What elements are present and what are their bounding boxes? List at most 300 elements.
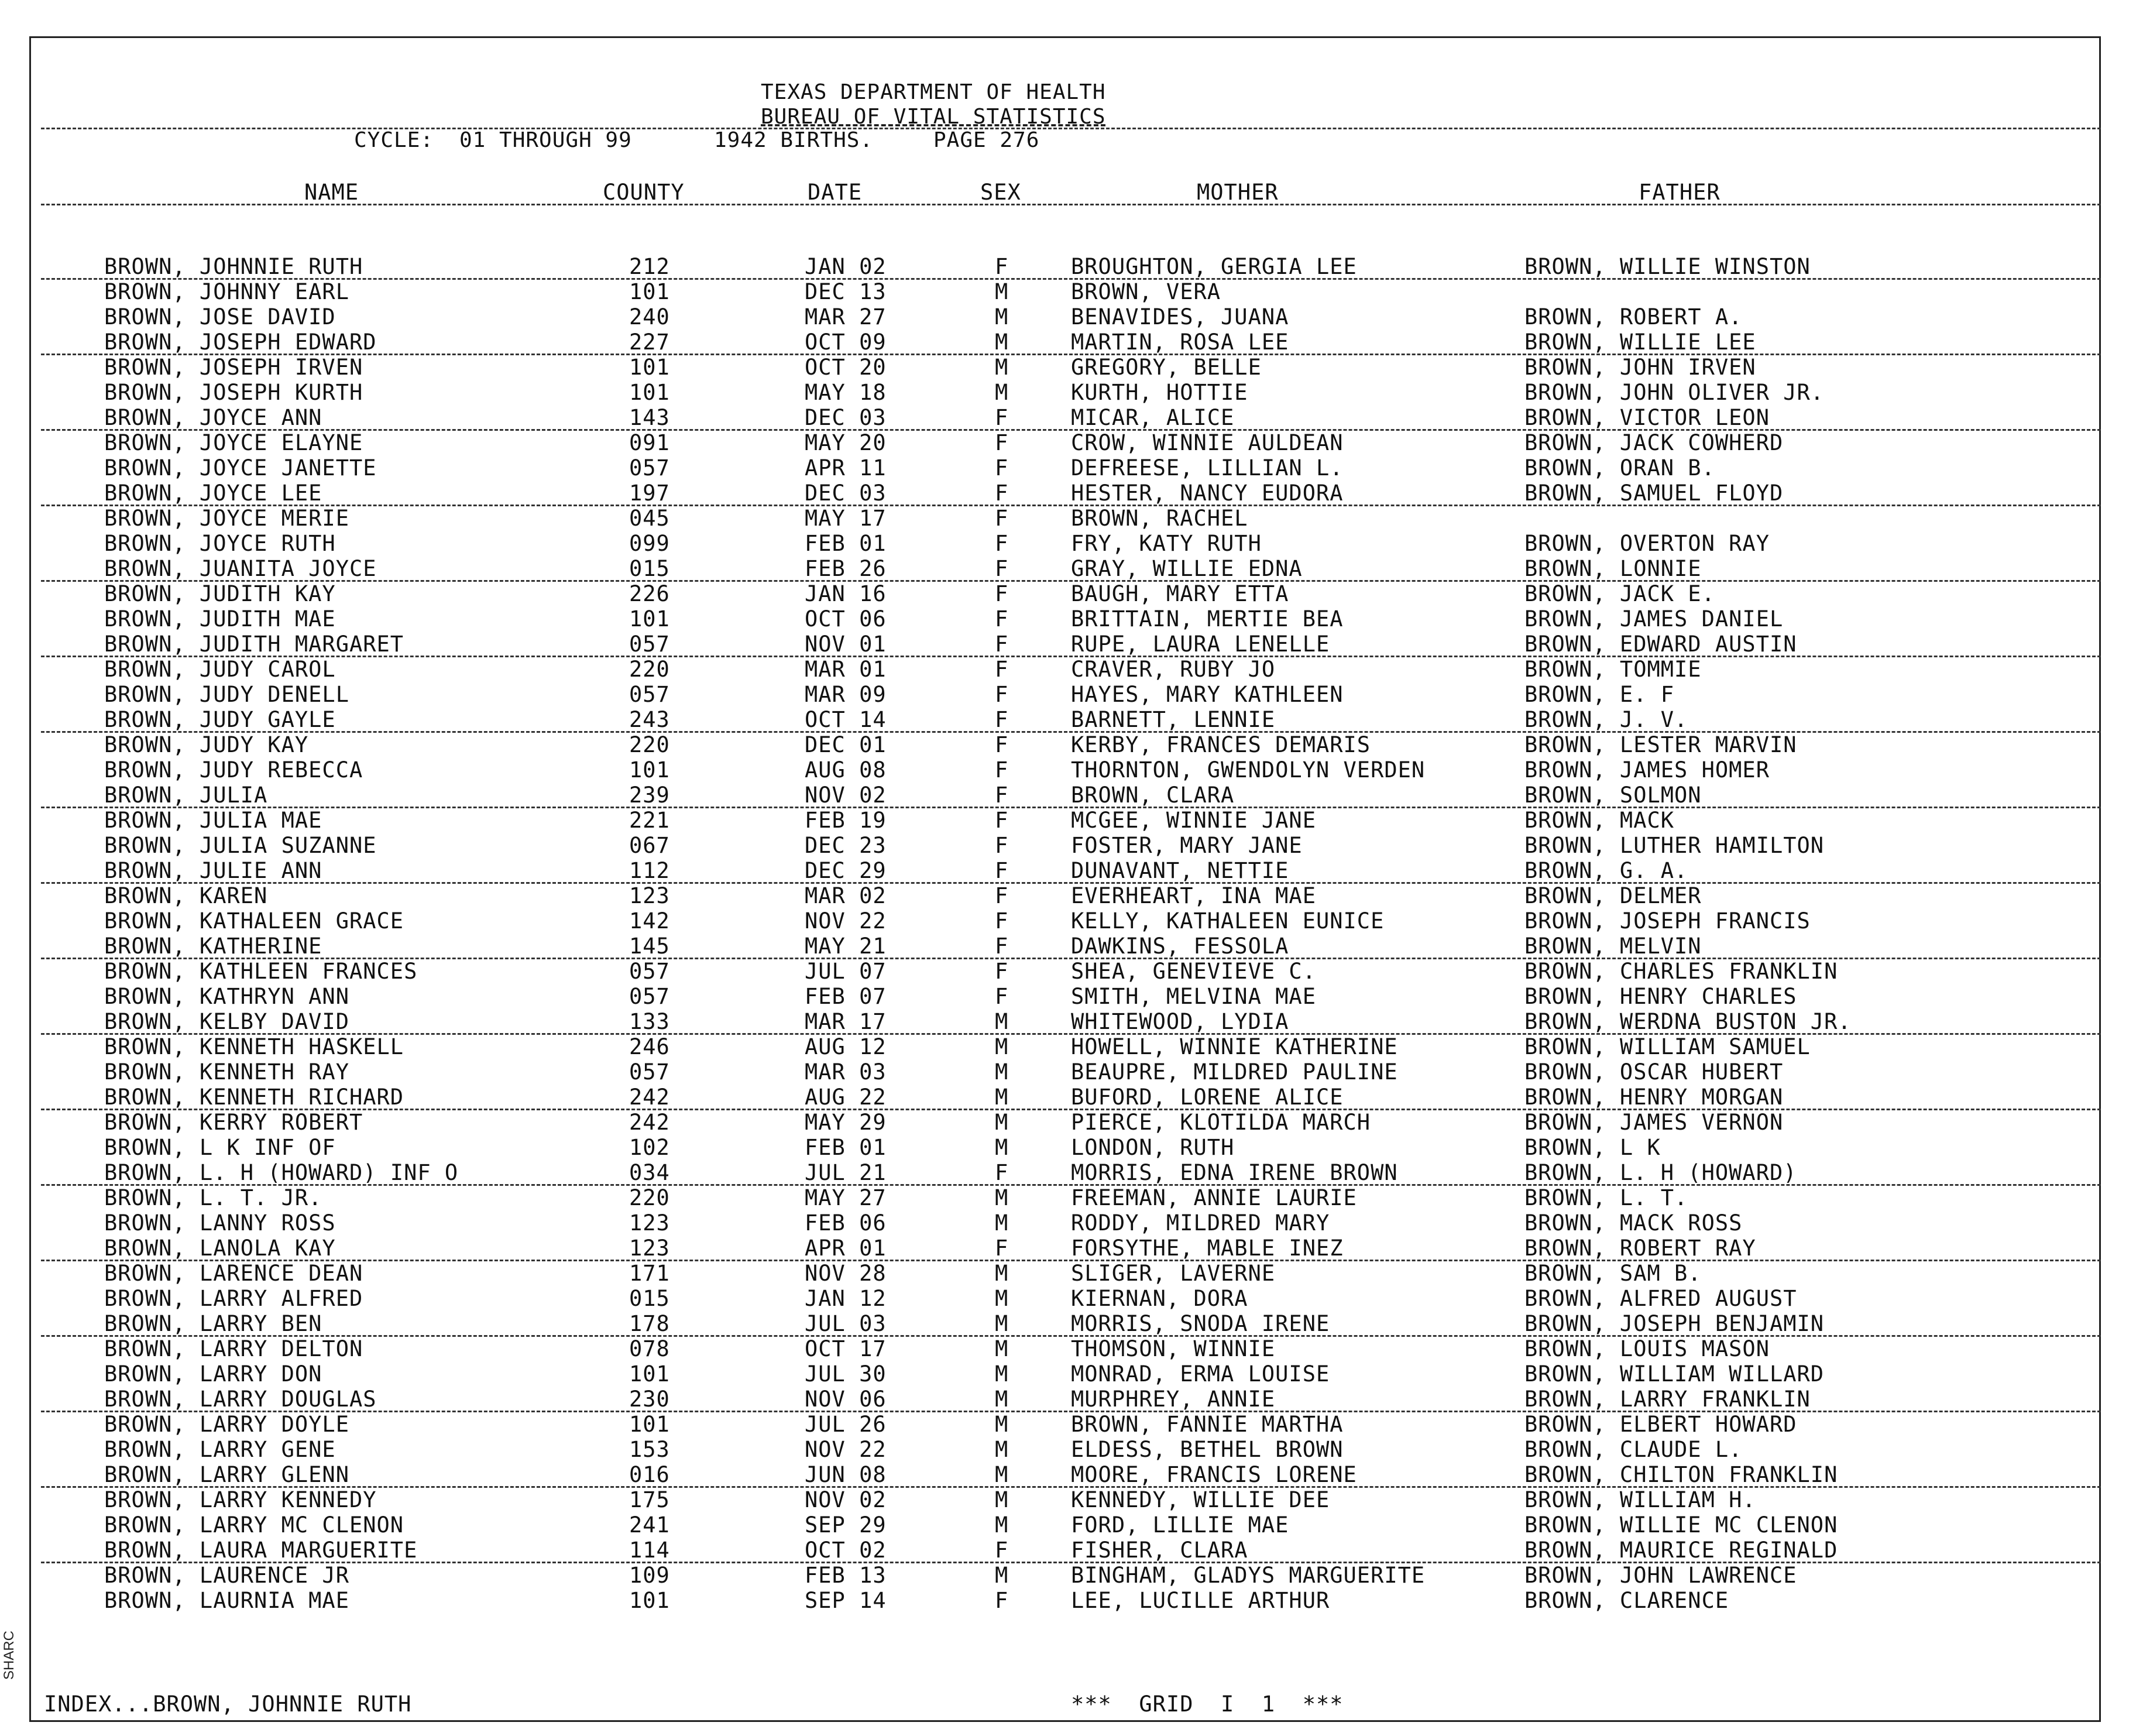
cell-name: BROWN, JOYCE MERIE bbox=[104, 506, 349, 531]
cell-sex: M bbox=[995, 1311, 1009, 1336]
cell-mother: BAUGH, MARY ETTA bbox=[1071, 581, 1289, 606]
cell-name: BROWN, LARRY GLENN bbox=[104, 1462, 349, 1487]
page-number: PAGE 276 bbox=[933, 128, 1040, 152]
cell-date: DEC 03 bbox=[805, 405, 887, 430]
cell-father: BROWN, CHILTON FRANKLIN bbox=[1524, 1462, 1838, 1487]
table-row bbox=[0, 432, 2136, 457]
cell-county: 015 bbox=[629, 556, 670, 581]
table-row bbox=[0, 482, 2136, 507]
cell-name: BROWN, LARRY KENNEDY bbox=[104, 1487, 377, 1512]
side-label: SHARC bbox=[1, 1630, 17, 1680]
cell-name: BROWN, JOYCE RUTH bbox=[104, 531, 336, 556]
cell-date: FEB 01 bbox=[805, 1135, 887, 1160]
cell-mother: LEE, LUCILLE ARTHUR bbox=[1071, 1588, 1330, 1613]
cell-name: BROWN, L. T. JR. bbox=[104, 1185, 322, 1210]
cell-father: BROWN, JOHN IRVEN bbox=[1524, 355, 1756, 380]
cell-date: FEB 06 bbox=[805, 1210, 887, 1236]
cell-date: APR 11 bbox=[805, 455, 887, 481]
cell-mother: BROWN, FANNIE MARTHA bbox=[1071, 1412, 1344, 1437]
column-header-date: DATE bbox=[808, 180, 863, 205]
cell-date: DEC 23 bbox=[805, 833, 887, 858]
cell-mother: BROWN, CLARA bbox=[1071, 783, 1235, 808]
table-row bbox=[0, 1162, 2136, 1187]
cell-sex: F bbox=[995, 984, 1009, 1009]
cell-sex: F bbox=[995, 934, 1009, 959]
cell-mother: ELDESS, BETHEL BROWN bbox=[1071, 1437, 1344, 1462]
table-row bbox=[0, 910, 2136, 935]
cell-date: OCT 14 bbox=[805, 707, 887, 732]
cell-county: 101 bbox=[629, 757, 670, 783]
cell-county: 246 bbox=[629, 1034, 670, 1059]
cell-father: BROWN, WILLIE LEE bbox=[1524, 330, 1756, 355]
cell-mother: BUFORD, LORENE ALICE bbox=[1071, 1085, 1344, 1110]
cell-father: BROWN, HENRY CHARLES bbox=[1524, 984, 1797, 1009]
cell-father: BROWN, CHARLES FRANKLIN bbox=[1524, 959, 1838, 984]
cell-name: BROWN, JULIE ANN bbox=[104, 858, 322, 883]
column-header-father: FATHER bbox=[1639, 180, 1721, 205]
table-row bbox=[0, 1061, 2136, 1086]
cell-county: 057 bbox=[629, 455, 670, 481]
cell-name: BROWN, JOSEPH EDWARD bbox=[104, 330, 377, 355]
cell-name: BROWN, JUANITA JOYCE bbox=[104, 556, 377, 581]
cell-county: 101 bbox=[629, 355, 670, 380]
table-row bbox=[0, 809, 2136, 835]
cell-county: 178 bbox=[629, 1311, 670, 1336]
cell-mother: BINGHAM, GLADYS MARGUERITE bbox=[1071, 1563, 1426, 1588]
cell-date: OCT 17 bbox=[805, 1336, 887, 1361]
cell-name: BROWN, LARRY DELTON bbox=[104, 1336, 363, 1361]
cell-name: BROWN, LARENCE DEAN bbox=[104, 1261, 363, 1286]
table-row bbox=[0, 1590, 2136, 1615]
cell-name: BROWN, LARRY DOUGLAS bbox=[104, 1387, 377, 1412]
cell-mother: KIERNAN, DORA bbox=[1071, 1286, 1248, 1311]
table-row bbox=[0, 835, 2136, 860]
cell-county: 112 bbox=[629, 858, 670, 883]
cell-date: AUG 22 bbox=[805, 1085, 887, 1110]
cell-sex: F bbox=[995, 1588, 1009, 1613]
cell-name: BROWN, JOHNNY EARL bbox=[104, 279, 349, 304]
table-row bbox=[0, 709, 2136, 734]
cell-date: DEC 01 bbox=[805, 732, 887, 757]
cell-date: NOV 22 bbox=[805, 908, 887, 934]
cell-sex: F bbox=[995, 757, 1009, 783]
cell-date: JUL 26 bbox=[805, 1412, 887, 1437]
cell-name: BROWN, LAURENCE JR bbox=[104, 1563, 349, 1588]
cell-date: MAR 17 bbox=[805, 1009, 887, 1034]
cell-mother: SMITH, MELVINA MAE bbox=[1071, 984, 1316, 1009]
table-row bbox=[0, 608, 2136, 633]
cell-name: BROWN, LANNY ROSS bbox=[104, 1210, 336, 1236]
cell-father: BROWN, JAMES HOMER bbox=[1524, 757, 1770, 783]
cell-mother: KENNEDY, WILLIE DEE bbox=[1071, 1487, 1330, 1512]
cell-county: 221 bbox=[629, 808, 670, 833]
cell-date: JAN 16 bbox=[805, 581, 887, 606]
cell-sex: F bbox=[995, 908, 1009, 934]
cell-father: BROWN, MELVIN bbox=[1524, 934, 1702, 959]
table-row bbox=[0, 784, 2136, 809]
cell-date: SEP 29 bbox=[805, 1512, 887, 1538]
cell-county: 227 bbox=[629, 330, 670, 355]
cell-sex: F bbox=[995, 1236, 1009, 1261]
cell-county: 067 bbox=[629, 833, 670, 858]
cell-father: BROWN, WILLIAM WILLARD bbox=[1524, 1361, 1825, 1387]
cell-father: BROWN, JOHN LAWRENCE bbox=[1524, 1563, 1797, 1588]
table-row bbox=[0, 1313, 2136, 1338]
cell-date: SEP 14 bbox=[805, 1588, 887, 1613]
cell-father: BROWN, WILLIE WINSTON bbox=[1524, 254, 1811, 279]
index-label: INDEX...BROWN, JOHNNIE RUTH bbox=[44, 1692, 412, 1717]
cell-father: BROWN, JOHN OLIVER JR. bbox=[1524, 380, 1825, 405]
table-row bbox=[0, 1413, 2136, 1439]
column-header-sex: SEX bbox=[980, 180, 1021, 205]
table-row bbox=[0, 256, 2136, 281]
cell-name: BROWN, JOHNNIE RUTH bbox=[104, 254, 363, 279]
cell-date: MAY 27 bbox=[805, 1185, 887, 1210]
cell-father: BROWN, J. V. bbox=[1524, 707, 1688, 732]
cell-mother: THORNTON, GWENDOLYN VERDEN bbox=[1071, 757, 1426, 783]
cell-sex: F bbox=[995, 254, 1009, 279]
cell-county: 123 bbox=[629, 883, 670, 908]
cell-father: BROWN, OVERTON RAY bbox=[1524, 531, 1770, 556]
cell-name: BROWN, KENNETH RICHARD bbox=[104, 1085, 404, 1110]
header-line-2: BUREAU OF VITAL STATISTICS bbox=[761, 105, 1106, 129]
cell-name: BROWN, JOYCE ELAYNE bbox=[104, 430, 363, 455]
cell-sex: M bbox=[995, 380, 1009, 405]
cell-county: 153 bbox=[629, 1437, 670, 1462]
cell-name: BROWN, JOYCE ANN bbox=[104, 405, 322, 430]
cell-mother: MONRAD, ERMA LOUISE bbox=[1071, 1361, 1330, 1387]
cell-name: BROWN, JUDY KAY bbox=[104, 732, 309, 757]
cell-name: BROWN, KENNETH RAY bbox=[104, 1059, 349, 1085]
cell-county: 078 bbox=[629, 1336, 670, 1361]
cell-name: BROWN, JOSEPH IRVEN bbox=[104, 355, 363, 380]
cell-father: BROWN, CLARENCE bbox=[1524, 1588, 1729, 1613]
cell-date: NOV 02 bbox=[805, 783, 887, 808]
cell-county: 242 bbox=[629, 1110, 670, 1135]
cell-county: 057 bbox=[629, 682, 670, 707]
header-line-1: TEXAS DEPARTMENT OF HEALTH bbox=[761, 80, 1106, 104]
cell-date: JUL 03 bbox=[805, 1311, 887, 1336]
cell-father: BROWN, OSCAR HUBERT bbox=[1524, 1059, 1784, 1085]
table-row bbox=[0, 281, 2136, 306]
cell-name: BROWN, KERRY ROBERT bbox=[104, 1110, 363, 1135]
cell-father: BROWN, MAURICE REGINALD bbox=[1524, 1538, 1838, 1563]
table-row bbox=[0, 885, 2136, 910]
table-row bbox=[0, 356, 2136, 382]
table-row bbox=[0, 1288, 2136, 1313]
cell-sex: M bbox=[995, 1009, 1009, 1034]
table-row bbox=[0, 1137, 2136, 1162]
table-row bbox=[0, 658, 2136, 684]
column-header-county: COUNTY bbox=[603, 180, 685, 205]
cell-name: BROWN, JULIA bbox=[104, 783, 268, 808]
cell-county: 101 bbox=[629, 1361, 670, 1387]
table-row bbox=[0, 1086, 2136, 1111]
cell-name: BROWN, LAURNIA MAE bbox=[104, 1588, 349, 1613]
cell-county: 142 bbox=[629, 908, 670, 934]
cell-father: BROWN, ORAN B. bbox=[1524, 455, 1715, 481]
cell-mother: HAYES, MARY KATHLEEN bbox=[1071, 682, 1344, 707]
cell-father: BROWN, MACK ROSS bbox=[1524, 1210, 1743, 1236]
cell-date: APR 01 bbox=[805, 1236, 887, 1261]
cell-county: 091 bbox=[629, 430, 670, 455]
cycle-value: 01 THROUGH 99 bbox=[459, 128, 632, 152]
cell-county: 212 bbox=[629, 254, 670, 279]
cell-mother: MOORE, FRANCIS LORENE bbox=[1071, 1462, 1357, 1487]
cell-mother: FRY, KATY RUTH bbox=[1071, 531, 1262, 556]
header-rule bbox=[41, 128, 2101, 129]
cell-sex: M bbox=[995, 1034, 1009, 1059]
cell-date: OCT 02 bbox=[805, 1538, 887, 1563]
cell-sex: M bbox=[995, 1487, 1009, 1512]
cell-sex: F bbox=[995, 1160, 1009, 1185]
cell-mother: BROWN, VERA bbox=[1071, 279, 1221, 304]
table-row bbox=[0, 1338, 2136, 1363]
cell-county: 102 bbox=[629, 1135, 670, 1160]
cell-father: BROWN, JAMES DANIEL bbox=[1524, 606, 1784, 632]
cell-name: BROWN, JULIA SUZANNE bbox=[104, 833, 377, 858]
cell-sex: F bbox=[995, 883, 1009, 908]
cell-name: BROWN, JOYCE LEE bbox=[104, 481, 322, 506]
cell-sex: F bbox=[995, 783, 1009, 808]
table-row bbox=[0, 533, 2136, 558]
cell-mother: BEAUPRE, MILDRED PAULINE bbox=[1071, 1059, 1398, 1085]
cell-name: BROWN, LARRY BEN bbox=[104, 1311, 322, 1336]
table-row bbox=[0, 633, 2136, 658]
cell-sex: F bbox=[995, 430, 1009, 455]
cell-date: MAR 09 bbox=[805, 682, 887, 707]
cell-name: BROWN, JUDY CAROL bbox=[104, 657, 336, 682]
cell-sex: F bbox=[995, 858, 1009, 883]
cell-sex: F bbox=[995, 405, 1009, 430]
cell-date: FEB 13 bbox=[805, 1563, 887, 1588]
table-row bbox=[0, 1565, 2136, 1590]
cell-sex: M bbox=[995, 1512, 1009, 1538]
cell-date: MAY 29 bbox=[805, 1110, 887, 1135]
table-row bbox=[0, 1514, 2136, 1539]
cell-name: BROWN, KATHERINE bbox=[104, 934, 322, 959]
cell-date: NOV 06 bbox=[805, 1387, 887, 1412]
cell-name: BROWN, KAREN bbox=[104, 883, 268, 908]
cell-name: BROWN, LARRY DOYLE bbox=[104, 1412, 349, 1437]
cell-name: BROWN, LARRY ALFRED bbox=[104, 1286, 363, 1311]
cell-mother: DUNAVANT, NETTIE bbox=[1071, 858, 1289, 883]
cell-father: BROWN, WILLIAM H. bbox=[1524, 1487, 1756, 1512]
cell-sex: M bbox=[995, 1286, 1009, 1311]
grid-label: *** GRID I 1 *** bbox=[1071, 1692, 1344, 1717]
cell-sex: F bbox=[995, 1538, 1009, 1563]
cell-mother: SHEA, GENEVIEVE C. bbox=[1071, 959, 1316, 984]
cell-mother: CROW, WINNIE AULDEAN bbox=[1071, 430, 1344, 455]
table-row bbox=[0, 1111, 2136, 1137]
cell-father: BROWN, ALFRED AUGUST bbox=[1524, 1286, 1797, 1311]
cell-name: BROWN, JUDY GAYLE bbox=[104, 707, 336, 732]
cell-name: BROWN, L. H (HOWARD) INF O bbox=[104, 1160, 459, 1185]
table-row bbox=[0, 382, 2136, 407]
cell-county: 101 bbox=[629, 1412, 670, 1437]
cell-county: 226 bbox=[629, 581, 670, 606]
cell-father: BROWN, SOLMON bbox=[1524, 783, 1702, 808]
cell-county: 057 bbox=[629, 632, 670, 657]
cell-father: BROWN, WERDNA BUSTON JR. bbox=[1524, 1009, 1852, 1034]
table-row bbox=[0, 960, 2136, 986]
cell-date: OCT 09 bbox=[805, 330, 887, 355]
cell-sex: M bbox=[995, 1412, 1009, 1437]
cell-county: 057 bbox=[629, 959, 670, 984]
table-row bbox=[0, 558, 2136, 583]
cell-county: 123 bbox=[629, 1210, 670, 1236]
table-row bbox=[0, 684, 2136, 709]
cell-name: BROWN, JOYCE JANETTE bbox=[104, 455, 377, 481]
cell-mother: BROWN, RACHEL bbox=[1071, 506, 1248, 531]
cell-father: BROWN, JAMES VERNON bbox=[1524, 1110, 1784, 1135]
cell-county: 240 bbox=[629, 304, 670, 330]
cell-sex: F bbox=[995, 959, 1009, 984]
cell-date: OCT 06 bbox=[805, 606, 887, 632]
table-row bbox=[0, 1187, 2136, 1212]
cell-date: MAY 18 bbox=[805, 380, 887, 405]
table-row bbox=[0, 1237, 2136, 1262]
year-births: 1942 BIRTHS. bbox=[714, 128, 874, 152]
cell-mother: RODDY, MILDRED MARY bbox=[1071, 1210, 1330, 1236]
cell-sex: M bbox=[995, 1361, 1009, 1387]
cell-mother: DEFREESE, LILLIAN L. bbox=[1071, 455, 1344, 481]
column-header-name: NAME bbox=[304, 180, 359, 205]
table-row bbox=[0, 1464, 2136, 1489]
cell-county: 220 bbox=[629, 732, 670, 757]
column-header-mother: MOTHER bbox=[1197, 180, 1279, 205]
table-row bbox=[0, 1363, 2136, 1388]
cell-mother: EVERHEART, INA MAE bbox=[1071, 883, 1316, 908]
cell-sex: M bbox=[995, 1563, 1009, 1588]
cell-date: JUN 08 bbox=[805, 1462, 887, 1487]
cell-sex: M bbox=[995, 1210, 1009, 1236]
cell-name: BROWN, JUDITH MAE bbox=[104, 606, 336, 632]
table-row bbox=[0, 1212, 2136, 1237]
cell-name: BROWN, KATHRYN ANN bbox=[104, 984, 349, 1009]
cell-mother: FORD, LILLIE MAE bbox=[1071, 1512, 1289, 1538]
cell-county: 114 bbox=[629, 1538, 670, 1563]
cell-mother: KERBY, FRANCES DEMARIS bbox=[1071, 732, 1371, 757]
cell-father: BROWN, JOSEPH BENJAMIN bbox=[1524, 1311, 1825, 1336]
cell-sex: F bbox=[995, 808, 1009, 833]
cell-date: AUG 12 bbox=[805, 1034, 887, 1059]
cell-date: FEB 19 bbox=[805, 808, 887, 833]
cell-mother: BARNETT, LENNIE bbox=[1071, 707, 1276, 732]
cell-name: BROWN, LARRY DON bbox=[104, 1361, 322, 1387]
cell-name: BROWN, LARRY MC CLENON bbox=[104, 1512, 404, 1538]
table-row bbox=[0, 457, 2136, 482]
cell-date: OCT 20 bbox=[805, 355, 887, 380]
table-row bbox=[0, 734, 2136, 759]
cell-date: JAN 12 bbox=[805, 1286, 887, 1311]
cell-father: BROWN, DELMER bbox=[1524, 883, 1702, 908]
cell-date: DEC 03 bbox=[805, 481, 887, 506]
cell-county: 220 bbox=[629, 1185, 670, 1210]
cell-father: BROWN, ROBERT A. bbox=[1524, 304, 1743, 330]
cell-father: BROWN, L. H (HOWARD) bbox=[1524, 1160, 1797, 1185]
table-row bbox=[0, 1262, 2136, 1288]
cell-mother: MICAR, ALICE bbox=[1071, 405, 1235, 430]
table-row bbox=[0, 1036, 2136, 1061]
table-row bbox=[0, 986, 2136, 1011]
cell-county: 109 bbox=[629, 1563, 670, 1588]
cell-sex: M bbox=[995, 1261, 1009, 1286]
table-row bbox=[0, 935, 2136, 960]
cell-father: BROWN, LOUIS MASON bbox=[1524, 1336, 1770, 1361]
cell-name: BROWN, KATHALEEN GRACE bbox=[104, 908, 404, 934]
cell-date: NOV 01 bbox=[805, 632, 887, 657]
cell-sex: M bbox=[995, 1437, 1009, 1462]
table-row bbox=[0, 860, 2136, 885]
cell-name: BROWN, KENNETH HASKELL bbox=[104, 1034, 404, 1059]
table-row bbox=[0, 407, 2136, 432]
cell-mother: KELLY, KATHALEEN EUNICE bbox=[1071, 908, 1385, 934]
table-row bbox=[0, 759, 2136, 784]
cell-county: 057 bbox=[629, 984, 670, 1009]
cell-father: BROWN, WILLIAM SAMUEL bbox=[1524, 1034, 1811, 1059]
cell-sex: F bbox=[995, 732, 1009, 757]
cell-father: BROWN, EDWARD AUSTIN bbox=[1524, 632, 1797, 657]
cell-name: BROWN, JOSEPH KURTH bbox=[104, 380, 363, 405]
cell-sex: F bbox=[995, 531, 1009, 556]
cell-mother: FREEMAN, ANNIE LAURIE bbox=[1071, 1185, 1357, 1210]
cell-county: 171 bbox=[629, 1261, 670, 1286]
cell-sex: M bbox=[995, 1059, 1009, 1085]
cell-date: MAR 01 bbox=[805, 657, 887, 682]
cell-father: BROWN, ELBERT HOWARD bbox=[1524, 1412, 1797, 1437]
cell-county: 133 bbox=[629, 1009, 670, 1034]
cell-mother: MURPHREY, ANNIE bbox=[1071, 1387, 1276, 1412]
cell-date: FEB 01 bbox=[805, 531, 887, 556]
cell-mother: DAWKINS, FESSOLA bbox=[1071, 934, 1289, 959]
cell-mother: GREGORY, BELLE bbox=[1071, 355, 1262, 380]
cell-date: NOV 02 bbox=[805, 1487, 887, 1512]
cell-mother: HESTER, NANCY EUDORA bbox=[1071, 481, 1344, 506]
cell-father: BROWN, SAMUEL FLOYD bbox=[1524, 481, 1784, 506]
cell-mother: MCGEE, WINNIE JANE bbox=[1071, 808, 1316, 833]
cell-sex: F bbox=[995, 657, 1009, 682]
cell-county: 057 bbox=[629, 1059, 670, 1085]
table-row bbox=[0, 331, 2136, 356]
cell-mother: MARTIN, ROSA LEE bbox=[1071, 330, 1289, 355]
cell-father: BROWN, ROBERT RAY bbox=[1524, 1236, 1756, 1261]
cell-mother: MORRIS, SNODA IRENE bbox=[1071, 1311, 1330, 1336]
cell-date: DEC 29 bbox=[805, 858, 887, 883]
cell-father: BROWN, MACK bbox=[1524, 808, 1675, 833]
cell-father: BROWN, VICTOR LEON bbox=[1524, 405, 1770, 430]
cell-mother: FORSYTHE, MABLE INEZ bbox=[1071, 1236, 1344, 1261]
cell-mother: KURTH, HOTTIE bbox=[1071, 380, 1248, 405]
cell-father: BROWN, JOSEPH FRANCIS bbox=[1524, 908, 1811, 934]
cell-father: BROWN, LARRY FRANKLIN bbox=[1524, 1387, 1811, 1412]
table-row bbox=[0, 1539, 2136, 1565]
cell-sex: F bbox=[995, 682, 1009, 707]
cell-county: 016 bbox=[629, 1462, 670, 1487]
cell-county: 123 bbox=[629, 1236, 670, 1261]
cell-date: AUG 08 bbox=[805, 757, 887, 783]
cell-county: 143 bbox=[629, 405, 670, 430]
cell-sex: M bbox=[995, 304, 1009, 330]
cell-sex: M bbox=[995, 1110, 1009, 1135]
cell-sex: M bbox=[995, 1085, 1009, 1110]
cell-sex: F bbox=[995, 632, 1009, 657]
cell-county: 101 bbox=[629, 606, 670, 632]
cell-mother: CRAVER, RUBY JO bbox=[1071, 657, 1276, 682]
cell-sex: M bbox=[995, 1135, 1009, 1160]
cell-name: BROWN, JUDY DENELL bbox=[104, 682, 349, 707]
cell-county: 101 bbox=[629, 1588, 670, 1613]
